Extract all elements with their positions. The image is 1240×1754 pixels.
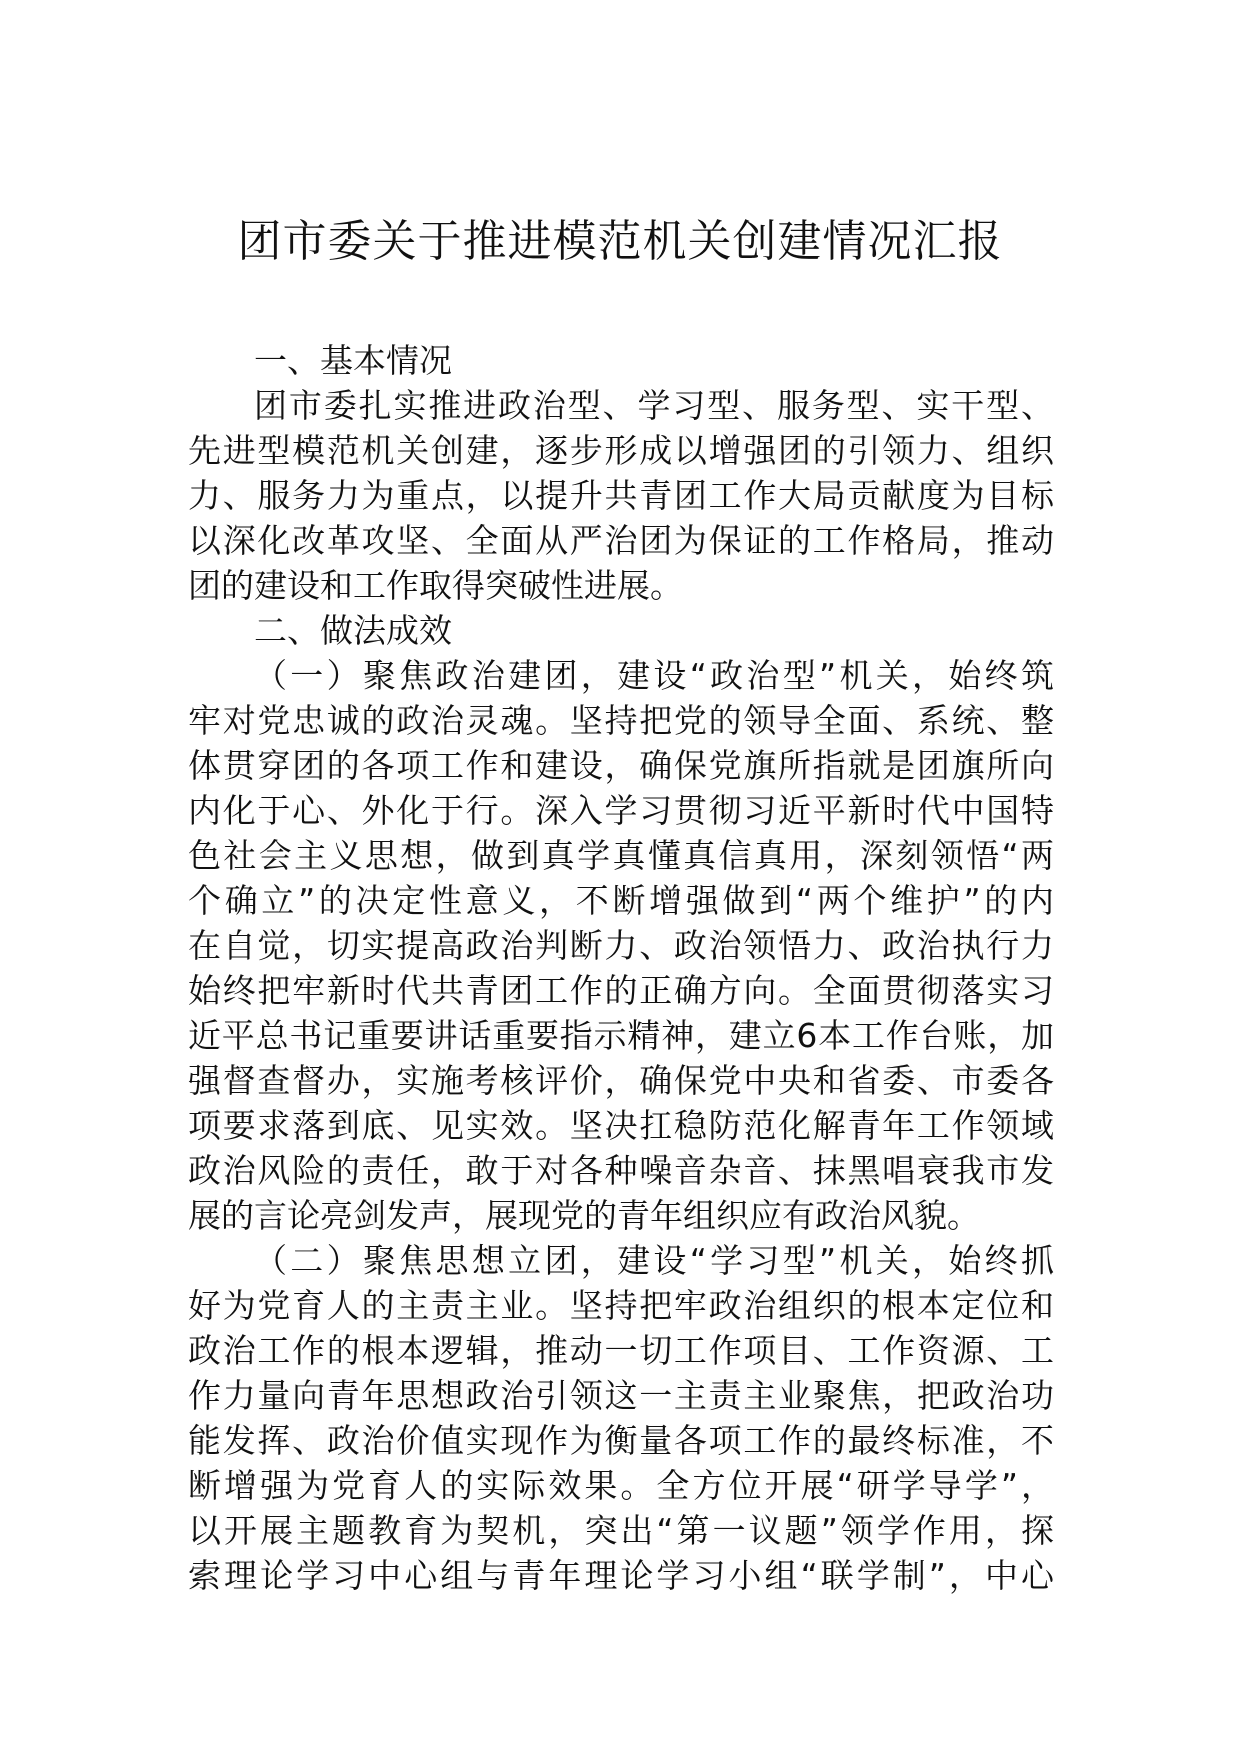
paragraph-line: 强督查督办，实施考核评价，确保党中央和省委、市委各 — [188, 1061, 1054, 1100]
document-title: 团市委关于推进模范机关创建情况汇报 — [237, 216, 1003, 267]
paragraph-line: 近平总书记重要讲话重要指示精神，建立6本工作台账，加 — [188, 1016, 1054, 1055]
paragraph-line: 政治工作的根本逻辑，推动一切工作项目、工作资源、工 — [188, 1331, 1054, 1370]
paragraph-line: 以深化改革攻坚、全面从严治团为保证的工作格局，推动 — [188, 521, 1054, 560]
paragraph-line: （一）聚焦政治建团，建设“政治型”机关，始终筑 — [254, 656, 1054, 695]
paragraph-line: 团的建设和工作取得突破性进展。 — [188, 566, 683, 605]
paragraph-line: 索理论学习中心组与青年理论学习小组“联学制”，中心 — [188, 1556, 1054, 1595]
paragraph-line: 个确立”的决定性意义，不断增强做到“两个维护”的内 — [188, 881, 1054, 920]
paragraph-line: 先进型模范机关创建，逐步形成以增强团的引领力、组织 — [188, 431, 1054, 470]
paragraph-line: （二）聚焦思想立团，建设“学习型”机关，始终抓 — [254, 1241, 1054, 1280]
paragraph-line: 作力量向青年思想政治引领这一主责主业聚焦，把政治功 — [188, 1376, 1054, 1415]
paragraph-line: 展的言论亮剑发声，展现党的青年组织应有政治风貌。 — [188, 1196, 980, 1235]
paragraph-line: 色社会主义思想，做到真学真懂真信真用，深刻领悟“两 — [188, 836, 1054, 875]
document-body — [188, 338, 1054, 1598]
paragraph-line: 能发挥、政治价值实现作为衡量各项工作的最终标准，不 — [188, 1421, 1054, 1460]
paragraph-line: 力、服务力为重点，以提升共青团工作大局贡献度为目标 — [188, 476, 1054, 515]
section-heading: 二、做法成效 — [254, 611, 452, 650]
section-heading: 一、基本情况 — [254, 341, 452, 380]
paragraph-line: 断增强为党育人的实际效果。全方位开展“研学导学”， — [188, 1466, 1054, 1505]
paragraph-line: 牢对党忠诚的政治灵魂。坚持把党的领导全面、系统、整 — [188, 701, 1054, 740]
paragraph-line: 项要求落到底、见实效。坚决扛稳防范化解青年工作领域 — [188, 1106, 1054, 1145]
paragraph-line: 政治风险的责任，敢于对各种噪音杂音、抹黑唱衰我市发 — [188, 1151, 1054, 1190]
paragraph-line: 体贯穿团的各项工作和建设，确保党旗所指就是团旗所向 — [188, 746, 1054, 785]
paragraph-line: 内化于心、外化于行。深入学习贯彻习近平新时代中国特 — [188, 791, 1054, 830]
paragraph-line: 好为党育人的主责主业。坚持把牢政治组织的根本定位和 — [188, 1286, 1054, 1325]
paragraph-line: 在自觉，切实提高政治判断力、政治领悟力、政治执行力 — [188, 926, 1054, 965]
paragraph-line: 始终把牢新时代共青团工作的正确方向。全面贯彻落实习 — [188, 971, 1054, 1010]
paragraph-line: 以开展主题教育为契机，突出“第一议题”领学作用，探 — [188, 1511, 1054, 1550]
paragraph-line: 团市委扎实推进政治型、学习型、服务型、实干型、 — [254, 386, 1054, 425]
